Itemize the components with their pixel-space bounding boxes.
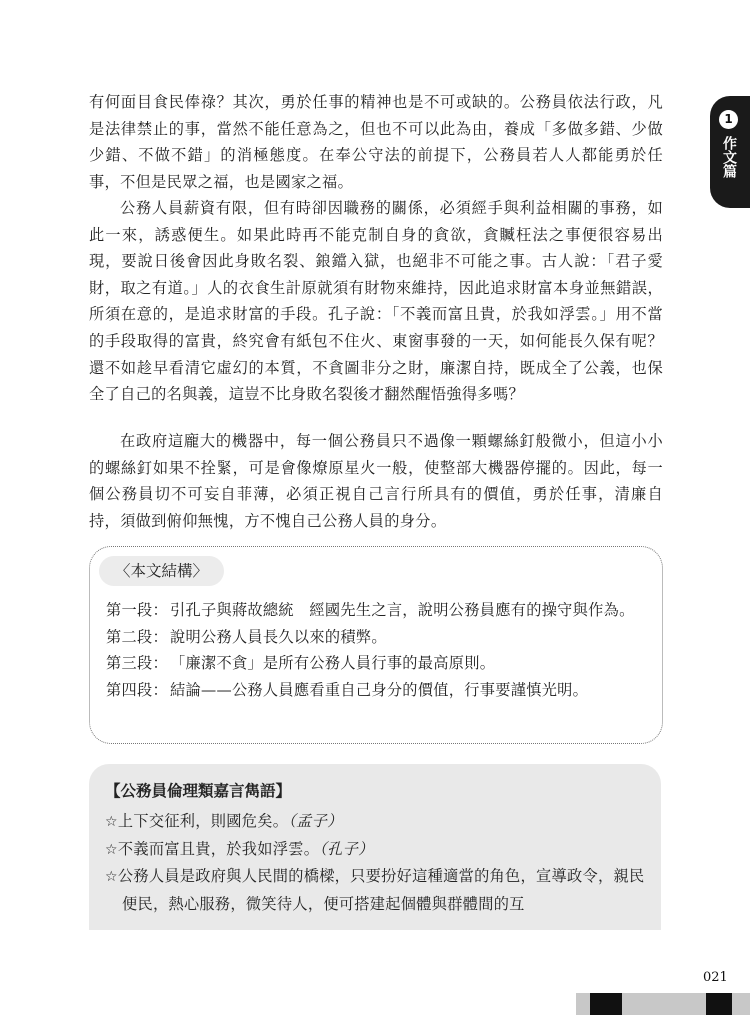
quote-text: 公務人員是政府與人民間的橋樑，只要扮好這種適當的角色，宣導政令，親民便民，熱心服務，微笑待人，便可搭建起個體與群體間的互 — [117, 867, 645, 913]
chapter-side-tab — [710, 96, 750, 208]
quote-text: 上下交征利，則國危矣。 — [117, 812, 289, 830]
structure-row — [106, 650, 646, 677]
star-icon: ☆ — [105, 814, 118, 830]
page-number: 021 — [703, 970, 728, 985]
chapter-number-badge: 1 — [719, 110, 738, 129]
structure-list — [106, 597, 646, 703]
structure-row-label: 第四段： — [106, 680, 168, 699]
footer-bar-segment — [706, 993, 732, 1015]
quote-source: （孔子） — [319, 839, 374, 858]
structure-row-text: 引孔子與蔣故總統 經國先生之言，說明公務員應有的操守與作為。 — [170, 601, 635, 619]
body-paragraph-2: 公務人員薪資有限，但有時卻因職務的關係，必須經手與利益相關的事務，如此一來，誘惑便生。如果此時再不能克制自身的貪欲，貪贓枉法之事便很容易出現，要說日後會因此身敗名裂、鋃鐺入獄，也絕非不可能之事。古人說：「君子愛財，取之有道。」人的衣食生計原就須有財物來維持，因此追求財富本身並無錯誤，所須在意的，是追求財富的手段。孔子說：「不義而富且貴，於我如浮雲。」用不當的手段取得的富貴，終究會有紙包不住火、東窗事發的一天，如何能長久保有呢？還不如趁早看清它虛幻的本質，不貪圖非分之財，廉潔自持，既成全了公義，也保全了自己的名與義，這豈不比身敗名裂後才翻然醒悟強得多嗎？ — [89, 199, 663, 404]
structure-row — [106, 624, 646, 651]
structure-row — [106, 597, 646, 624]
star-icon: ☆ — [105, 841, 118, 858]
footer-bar-segment — [672, 993, 706, 1015]
footer-bar-strip — [576, 993, 750, 1015]
structure-row-label: 第三段： — [106, 654, 168, 672]
structure-row-text: 「廉潔不貪」是所有公務人員行事的最高原則。 — [170, 654, 496, 672]
chapter-label: 作文篇 — [721, 136, 737, 178]
quote-item — [105, 808, 647, 836]
footer-bar-segment — [590, 993, 622, 1015]
quotes-list — [105, 808, 647, 917]
structure-row — [106, 677, 646, 704]
body-paragraph-1: 有何面目食民俸祿？其次，勇於任事的精神也是不可或缺的。公務員依法行政，凡是法律禁止的事，當然不能任意為之，但也不可以此為由，養成「多做多錯、少做少錯、不做不錯」的消極態度。在奉公守法的前提下，公務員若人人都能勇於任事，不但是民眾之福，也是國家之福。 — [89, 93, 663, 191]
quote-text: 不義而富且貴，於我如浮雲。 — [117, 839, 320, 858]
quotes-title: 【公務員倫理類嘉言雋語】 — [105, 782, 292, 800]
footer-bar-segment — [622, 993, 672, 1015]
footer-bar-segment — [576, 993, 590, 1015]
quote-item — [105, 863, 647, 917]
quote-source: （孟子） — [288, 812, 343, 830]
structure-box — [89, 546, 663, 744]
quotes-box — [89, 764, 661, 930]
structure-row-label: 第一段： — [106, 601, 168, 619]
structure-row-text: 說明公務人員長久以來的積弊。 — [170, 627, 387, 646]
star-icon: ☆ — [105, 869, 118, 886]
quote-item — [105, 836, 647, 864]
structure-title: 〈本文結構〉 — [99, 556, 224, 586]
footer-bar-segment — [732, 993, 750, 1015]
structure-row-text: 結論——公務人員應看重自己身分的價值，行事要謹慎光明。 — [170, 680, 589, 699]
structure-row-label: 第二段： — [106, 627, 168, 646]
body-paragraph-3: 在政府這龐大的機器中，每一個公務員只不過像一顆螺絲釘般微小，但這小小的螺絲釘如果不拴緊，可是會像燎原星火一般，使整部大機器停擺的。因此，每一個公務員切不可妄自菲薄，必須正視自己言行所具有的價值，勇於任事，清廉自持，須做到俯仰無愧，方不愧自己公務人員的身分。 — [89, 432, 663, 530]
